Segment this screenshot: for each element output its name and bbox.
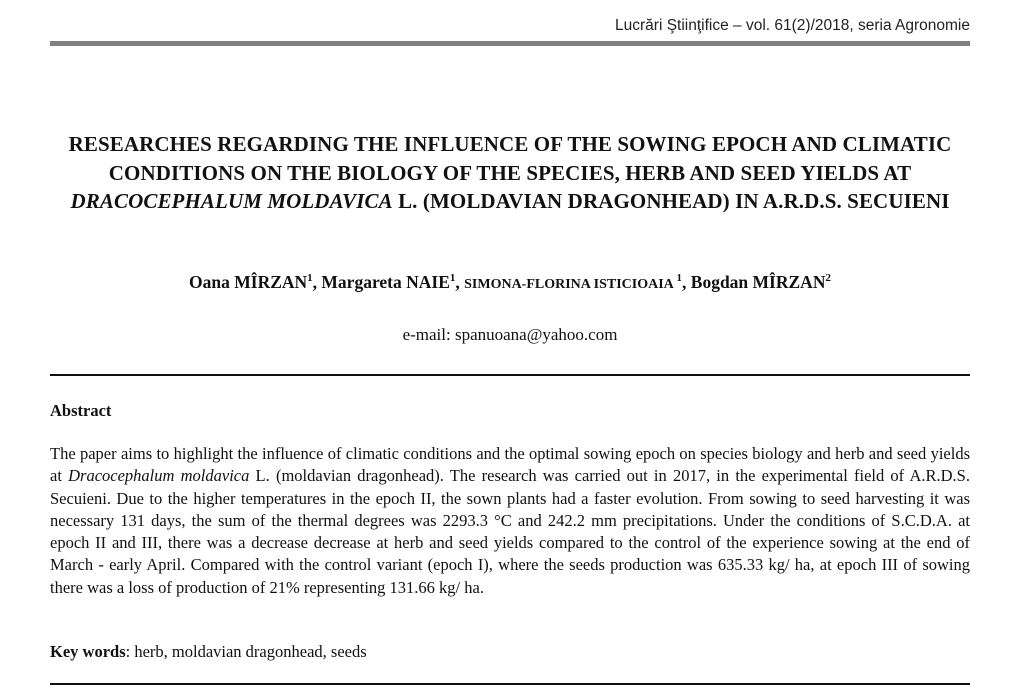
author-affiliation: 1 [307, 272, 313, 284]
author-name: Bogdan MÎRZAN [690, 272, 826, 292]
title-species: DRACOCEPHALUM MOLDAVICA [70, 189, 393, 213]
author-list: Oana MÎRZAN$^1$, Margareta NAIE$^1$, SIMONA-FLORINA ISTICIOAIA $^1$, Bogdan MÎRZAN$^2$ [189, 272, 831, 292]
title-text: RESEARCHES REGARDING THE INFLUENCE OF THE SOWING EPOCH AND CLIMATIC CONDITIONS ON THE BIOLOGY OF THE SPECIES, HERB AND SEED YIELDS AT [68, 132, 952, 185]
title-text-end: L. (MOLDAVIAN DRAGONHEAD) IN A.R.D.S. SECUIENI [392, 189, 950, 213]
contact-email: e-mail: spanuoana@yahoo.com [402, 325, 618, 344]
section-divider-bottom [50, 683, 970, 685]
keywords-label: Key words [50, 642, 126, 661]
paper-title [50, 130, 970, 216]
abstract-species: Dracocephalum moldavica [68, 466, 250, 486]
author-name: Oana MÎRZAN [189, 272, 308, 292]
author-affiliation: 1 [673, 272, 683, 284]
keywords [50, 642, 970, 662]
section-divider [50, 374, 970, 376]
abstract-text: The paper aims to highlight the influence of climatic conditions and the optimal sowing epoch on species biology and herb and seed yields at Dracocephalum moldavica L. (moldavian dragonhead). The research was carried out in 2017, in the experimental field of A.R.D.S. Secuieni. Due to the higher temperatures in the epoch II, the sown plants had a faster evolution. From sowing to seed harvesting it was necessary 131 days, the sum of the thermal degrees was 2293.3 °C and 242.2 mm precipitations. Under the conditions of S.C.D.A. at epoch II and III, there was a decrease decrease at herb and seed yields compared to the control of the experience sowing at the end of March - early April. Compared with the control variant (epoch I), where the seeds production was 635.33 kg/ ha, at epoch III of sowing there was a loss of production of 21% representing 131.66 kg/ ha. [50, 444, 970, 597]
author-affiliation: 1 [449, 272, 456, 284]
running-header: Lucrări Ştiinţifice – vol. 61(2)/2018, seria Agronomie [615, 17, 970, 34]
header-rule [50, 41, 970, 46]
author-affiliation: 2 [825, 272, 831, 284]
abstract-heading: Abstract [50, 401, 112, 420]
author-name: Margareta NAIE [321, 272, 450, 292]
keywords-value: : herb, moldavian dragonhead, seeds [125, 642, 367, 661]
author-name: SIMONA-FLORINA ISTICIOAIA [464, 277, 674, 292]
